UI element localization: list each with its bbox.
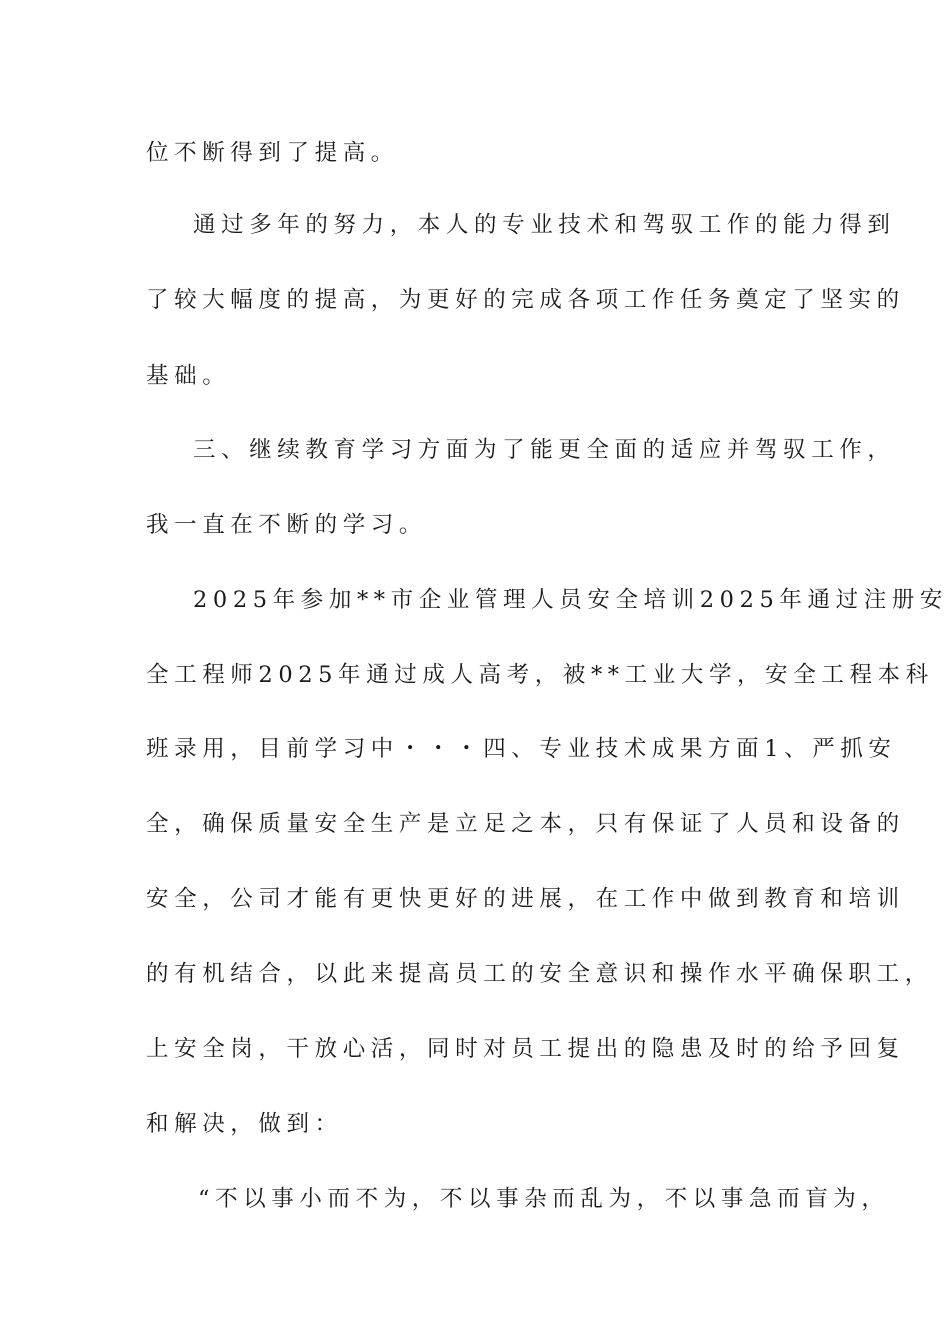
text-line: 安全，公司才能有更快更好的进展，在工作中做到教育和培训 [146, 886, 905, 912]
text-line: 班录用，目前学习中・・・四、专业技术成果方面1、严抓安 [146, 736, 897, 762]
text-line: 上安全岗，干放心活，同时对员工提出的隐患及时的给予回复 [146, 1036, 905, 1062]
text-line: 全工程师2025年通过成人高考，被**工业大学，安全工程本科 [146, 662, 934, 688]
text-line: 我一直在不断的学习。 [146, 512, 428, 538]
text-line: 三、继续教育学习方面为了能更全面的适应并驾驭工作， [193, 437, 896, 463]
text-line: 全，确保质量安全生产是立足之本，只有保证了人员和设备的 [146, 811, 905, 837]
text-line: 通过多年的努力，本人的专业技术和驾驭工作的能力得到 [193, 212, 896, 238]
text-line: 和解决，做到： [146, 1111, 343, 1137]
text-line: 的有机结合，以此来提高员工的安全意识和操作水平确保职工， [146, 961, 933, 987]
text-line: 位不断得到了提高。 [146, 140, 399, 166]
text-line: 基础。 [146, 363, 231, 389]
text-line: 2025年参加**市企业管理人员安全培训2025年通过注册安 [193, 587, 949, 613]
text-line: 了较大幅度的提高，为更好的完成各项工作任务奠定了坚实的 [146, 287, 905, 313]
text-line: “不以事小而不为，不以事杂而乱为，不以事急而盲为， [198, 1186, 890, 1212]
